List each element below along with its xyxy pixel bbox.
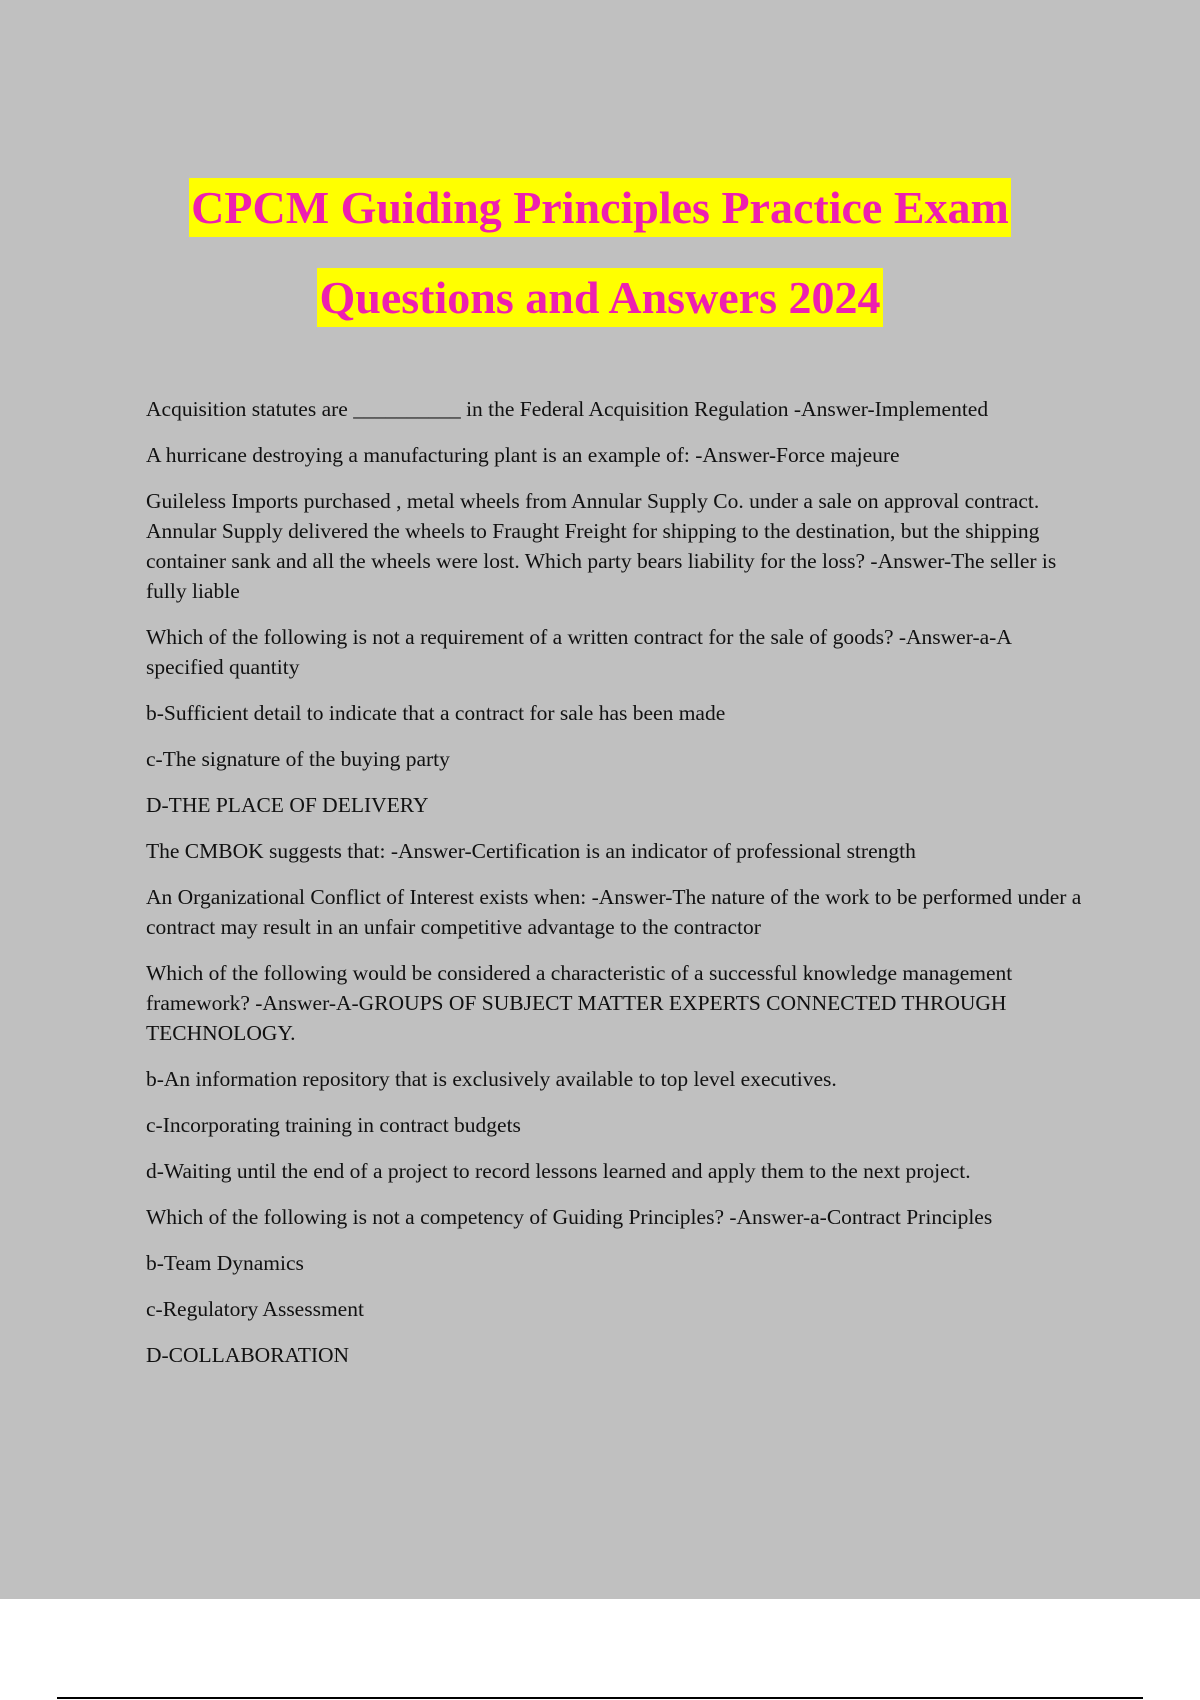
qa-paragraph: D-THE PLACE OF DELIVERY: [146, 793, 429, 817]
qa-content: [146, 394, 1086, 1386]
qa-paragraph: D-COLLABORATION: [146, 1343, 350, 1367]
title-text-2: Questions and Answers 2024: [317, 268, 882, 327]
qa-paragraph: b-Team Dynamics: [146, 1251, 304, 1275]
title-line-1: [0, 163, 1200, 253]
document-title: [0, 163, 1200, 343]
title-line-2: [0, 253, 1200, 343]
qa-paragraph: c-Incorporating training in contract budgets: [146, 1113, 521, 1137]
footer-divider: [57, 1697, 1143, 1699]
title-text-1: CPCM Guiding Principles Practice Exam: [189, 178, 1011, 237]
qa-paragraph: b-An information repository that is exclusively available to top level executives.: [146, 1067, 837, 1091]
qa-paragraph: d-Waiting until the end of a project to record lessons learned and apply them to the next project.: [146, 1159, 971, 1183]
qa-paragraph: The CMBOK suggests that: -Answer-Certification is an indicator of professional strength: [146, 839, 916, 863]
qa-paragraph: Acquisition statutes are __________ in the Federal Acquisition Regulation -Answer-Implemented: [146, 397, 989, 421]
qa-paragraph: Which of the following would be considered a characteristic of a successful knowledge management framework? -Answer-A-GROUPS OF SUBJECT MATTER EXPERTS CONNECTED THROUGH TECHNOLOGY.: [146, 961, 1013, 1045]
qa-paragraph: Which of the following is not a competency of Guiding Principles? -Answer-a-Contract Principles: [146, 1205, 993, 1229]
qa-paragraph: An Organizational Conflict of Interest exists when: -Answer-The nature of the work to be performed under a contract may result in an unfair competitive advantage to the contractor: [146, 885, 1082, 939]
qa-paragraph: A hurricane destroying a manufacturing plant is an example of: -Answer-Force majeure: [146, 443, 900, 467]
qa-paragraph: Guileless Imports purchased , metal wheels from Annular Supply Co. under a sale on approval contract. Annular Supply delivered the wheels to Fraught Freight for shipping to the destination, but the shipping container sank and all the wheels were lost. Which party bears liability for the loss? -Answer-The seller is fully liable: [146, 489, 1057, 603]
qa-paragraph: b-Sufficient detail to indicate that a contract for sale has been made: [146, 701, 726, 725]
qa-paragraph: c-The signature of the buying party: [146, 747, 450, 771]
qa-paragraph: c-Regulatory Assessment: [146, 1297, 364, 1321]
qa-paragraph: Which of the following is not a requirement of a written contract for the sale of goods? -Answer-a-A specified quantity: [146, 625, 1011, 679]
